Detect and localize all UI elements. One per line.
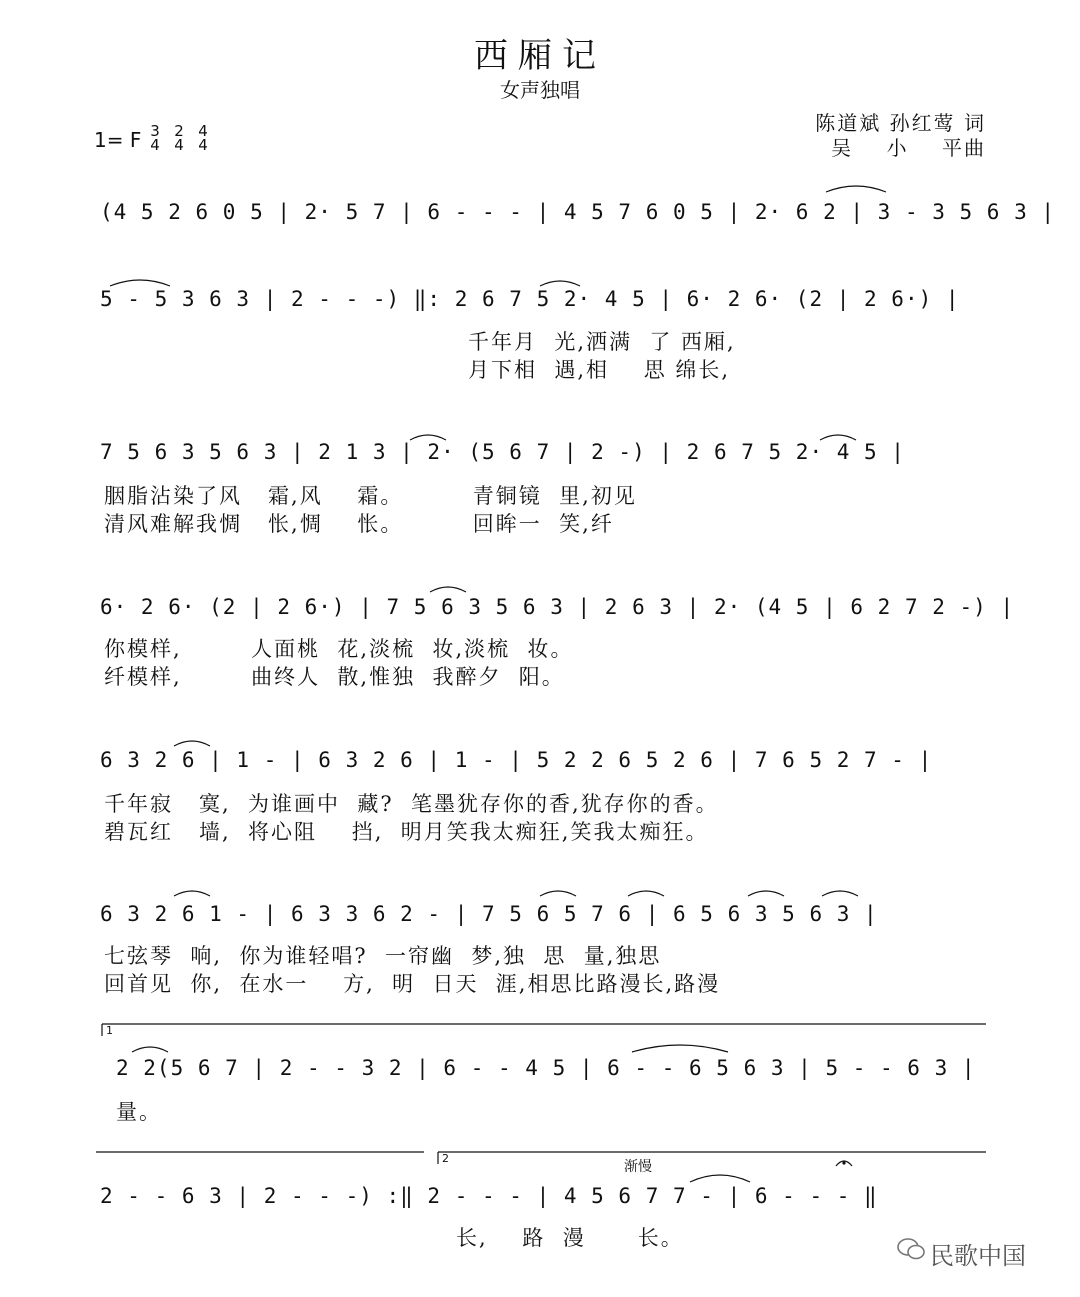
lyric-line-6-verse-2: 回首见 你, 在水一 方, 明 日天 涯,相思比路漫长,路漫 <box>104 972 721 996</box>
score-line-2: 5 - 5 3 6 3 | 2 - - -) ‖: 2 6 7 5 2· 4 5 | 6· 2 6· (2 | 2 6·) | <box>100 287 960 311</box>
watermark-text: 民歌中国 <box>930 1242 1026 1270</box>
score-line-8: 2 - - 6 3 | 2 - - -) :‖ 2 - - - | 4 5 6 7 7 - | 6 - - - ‖ <box>100 1184 878 1208</box>
lyricist-credit: 陈道斌 孙红莺 词 <box>815 111 986 135</box>
lyric-line-5-verse-2: 碧瓦红 墙, 将心阻 挡, 明月笑我太痴狂,笑我太痴狂。 <box>104 820 709 844</box>
song-title: 西厢记 <box>474 36 606 76</box>
lyric-line-8: 长, 路 漫 长。 <box>456 1226 684 1250</box>
lyric-line-2-verse-2: 月下相 遇,相 思 绵长, <box>468 358 731 382</box>
meter-2-4: 2 4 <box>174 122 184 154</box>
lyric-line-2-verse-1: 千年月 光,洒满 了 西厢, <box>468 330 736 354</box>
score-line-6: 6 3 2 6 1 - | 6 3 3 6 2 - | 7 5 6 5 7 6 | 6 5 6 3 5 6 3 | <box>100 902 878 926</box>
meter-3-4: 3 4 <box>150 122 160 154</box>
meter-4-4: 4 4 <box>198 122 208 154</box>
score-line-5: 6 3 2 6 | 1 - | 6 3 2 6 | 1 - | 5 2 2 6 5 2 6 | 7 6 5 2 7 - | <box>100 748 933 772</box>
composer-credit: 吴 小 平曲 <box>831 136 986 160</box>
tempo-mark: 渐慢 <box>624 1159 652 1175</box>
score-line-7: 2 2(5 6 7 | 2 - - 3 2 | 6 - - 4 5 | 6 - - 6 5 6 3 | 5 - - 6 3 | <box>116 1056 976 1080</box>
lyric-line-7: 量。 <box>116 1100 162 1124</box>
lyric-line-3-verse-1: 胭脂沾染了风 霜,风 霜。 青铜镜 里,初见 <box>104 484 637 508</box>
key-signature: 1= F <box>94 128 142 152</box>
song-subtitle: 女声独唱 <box>500 78 580 102</box>
lyric-line-4-verse-1: 你模样, 人面桃 花,淡梳 妆,淡梳 妆。 <box>104 637 574 661</box>
score-line-3: 7 5 6 3 5 6 3 | 2 1 3 | 2· (5 6 7 | 2 -) | 2 6 7 5 2· 4 5 | <box>100 440 905 464</box>
lyric-line-3-verse-2: 清风难解我惆 怅,惆 怅。 回眸一 笑,纤 <box>104 512 614 536</box>
wechat-icon <box>896 1236 926 1262</box>
first-ending-label: 1 <box>106 1024 113 1037</box>
score-line-1: (4 5 2 6 0 5 | 2· 5 7 | 6 - - - | 4 5 7 6 0 5 | 2· 6 2 | 3 - 3 5 6 3 | <box>100 200 1056 224</box>
lyric-line-6-verse-1: 七弦琴 响, 你为谁轻唱? 一帘幽 梦,独 思 量,独思 <box>104 944 662 968</box>
score-line-4: 6· 2 6· (2 | 2 6·) | 7 5 6 3 5 6 3 | 2 6 3 | 2· (4 5 | 6 2 7 2 -) | <box>100 595 1015 619</box>
second-ending-label: 2 <box>442 1152 449 1165</box>
lyric-line-5-verse-1: 千年寂 寞, 为谁画中 藏? 笔墨犹存你的香,犹存你的香。 <box>104 792 719 816</box>
lyric-line-4-verse-2: 纤模样, 曲终人 散,惟独 我醉夕 阳。 <box>104 665 565 689</box>
